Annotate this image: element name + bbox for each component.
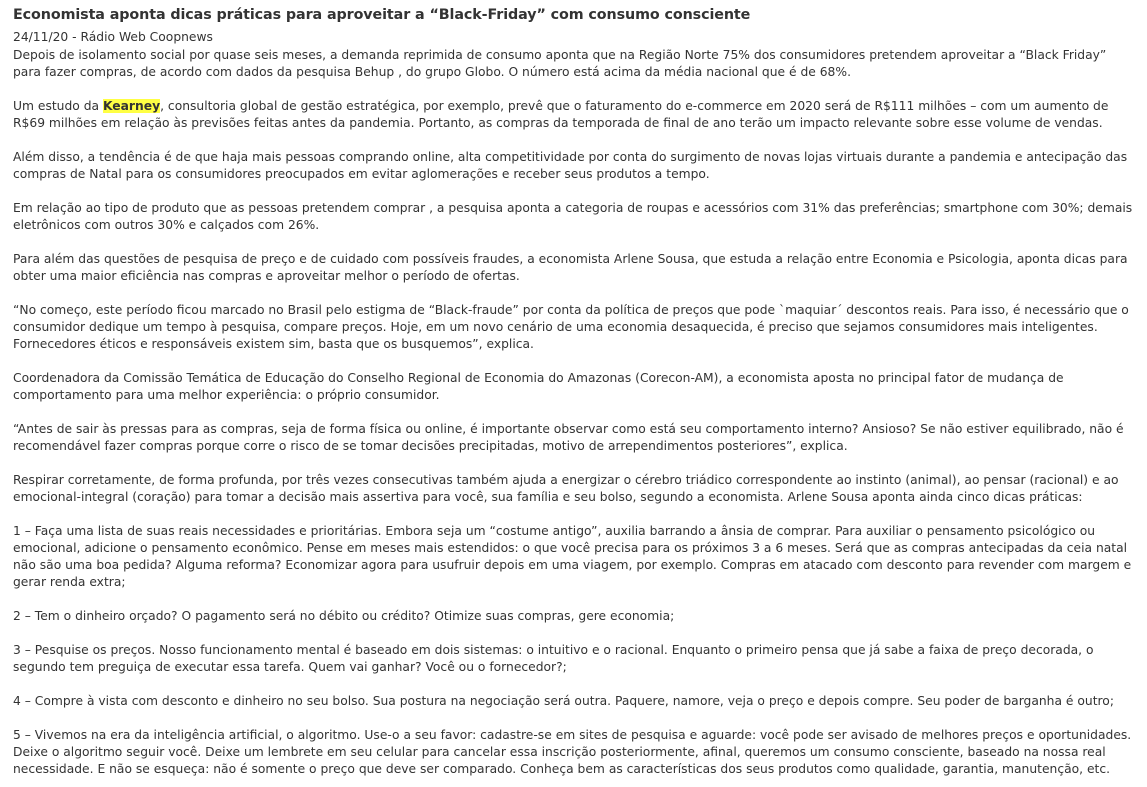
paragraph-5: Para além das questões de pesquisa de preço e de cuidado com possíveis fraudes, a economista Arlene Sousa, que estuda a relação entre Economia e Psicologia, aponta dicas para obter uma maior eficiência nas compras e aproveitar melhor o período de ofertas.: [13, 252, 1128, 283]
paragraph-3: Além disso, a tendência é de que haja mais pessoas comprando online, alta competitividade por conta do surgimento de novas lojas virtuais durante a pandemia e antecipação das compras de Natal para os consumidores preocupados em evitar aglomerações e receber seus produtos a tempo.: [13, 150, 1128, 181]
tip-5: 5 – Vivemos na era da inteligência artificial, o algoritmo. Use-o a seu favor: cadastre-se em sites de pesquisa e aguarde: você pode ser avisado de melhores preços e oportunidades. Deixe o algoritmo seguir você. Deixe um lembrete em seu celular para cancelar essa inscrição posteriormente, afinal, queremos um consumo consciente, baseado na nossa real necessidade. E não se esqueça: não é somente o preço que deve ser comparado. Conheça bem as características dos seus produtos como qualidade, garantia, manutenção, etc.: [13, 728, 1132, 776]
paragraph-2-after: , consultoria global de gestão estratégica, por exemplo, prevê que o faturamento do e-commerce em 2020 será de R$111 milhões – com um aumento de R$69 milhões em relação às previsões feitas antes da pandemia. Portanto, as compras da temporada de final de ano terão um impacto relevante sobre esse volume de vendas.: [13, 99, 1109, 130]
paragraph-8: “Antes de sair às pressas para as compras, seja de forma física ou online, é importante observar como está seu comportamento interno? Ansioso? Se não estiver equilibrado, não é recomendável fazer compras porque corre o risco de se tomar decisões precipitadas, motivo de arrependimentos posteriores”, explica.: [13, 422, 1124, 453]
article-date: 24/11/20: [13, 30, 69, 44]
paragraph-7: Coordenadora da Comissão Temática de Educação do Conselho Regional de Economia do Amazonas (Corecon-AM), a economista aposta no principal fator de mudança de comportamento para uma melhor experiência: o próprio consumidor.: [13, 371, 1064, 402]
article-title: Economista aponta dicas práticas para aproveitar a “Black-Friday” com consumo consciente: [13, 7, 751, 23]
paragraph-9: Respirar corretamente, de forma profunda, por três vezes consecutivas também ajuda a energizar o cérebro triádico correspondente ao instinto (animal), ao pensar (racional) e ao emocional-integral (coração) para tomar a decisão mais assertiva para você, sua família e seu bolso, segundo a economista. Arlene Sousa aponta ainda cinco dicas práticas:: [13, 473, 1119, 504]
paragraph-6: “No começo, este período ficou marcado no Brasil pelo estigma de “Black-fraude” por conta da política de preços que pode `maquiar´ descontos reais. Para isso, é necessário que o consumidor dedique um tempo à pesquisa, compare preços. Hoje, em um novo cenário de uma economia desaquecida, é preciso que sejamos consumidores mais inteligentes. Fornecedores éticos e responsáveis existem sim, basta que os busquemos”, explica.: [13, 303, 1129, 351]
article-source: Rádio Web Coopnews: [80, 30, 213, 44]
paragraph-4: Em relação ao tipo de produto que as pessoas pretendem comprar , a pesquisa aponta a categoria de roupas e acessórios com 31% das preferências; smartphone com 30%; demais eletrônicos com outros 30% e calçados com 26%.: [13, 201, 1133, 232]
tip-2: 2 – Tem o dinheiro orçado? O pagamento será no débito ou crédito? Otimize suas compras, gere economia;: [13, 609, 675, 623]
paragraph-1: Depois de isolamento social por quase seis meses, a demanda reprimida de consumo aponta que na Região Norte 75% dos consumidores pretendem aproveitar a “Black Friday” para fazer compras, de acordo com dados da pesquisa Behup , do grupo Globo. O número está acima da média nacional que é de 68%.: [13, 48, 1107, 79]
tip-4: 4 – Compre à vista com desconto e dinheiro no seu bolso. Sua postura na negociação será outra. Paquere, namore, veja o preço e depois compre. Seu poder de barganha é outro;: [13, 694, 1114, 708]
kearney-highlight: Kearney: [102, 99, 161, 113]
tip-1: 1 – Faça uma lista de suas reais necessidades e prioritárias. Embora seja um “costume antigo”, auxilia barrando a ânsia de comprar. Para auxiliar o pensamento psicológico ou emocional, adicione o pensamento econômico. Pense em meses mais estendidos: o que você precisa para os próximos 3 a 6 meses. Será que as compras antecipadas da ceia natal não são uma boa pedida? Alguma reforma? Economizar agora para usufruir depois em uma viagem, por exemplo. Compras em atacado com desconto para revender com margem e gerar renda extra;: [13, 524, 1132, 589]
tip-3: 3 – Pesquise os preços. Nosso funcionamento mental é baseado em dois sistemas: o intuitivo e o racional. Enquanto o primeiro pensa que já sabe a faixa de preço decorada, o segundo tem preguiça de executar essa tarefa. Quem vai ganhar? Você ou o fornecedor?;: [13, 643, 1094, 674]
paragraph-2-before: Um estudo da: [13, 99, 103, 113]
article-meta: [13, 29, 1135, 46]
article-body: [13, 47, 1135, 778]
meta-separator: -: [68, 30, 81, 44]
paragraph-2: [13, 98, 1135, 132]
